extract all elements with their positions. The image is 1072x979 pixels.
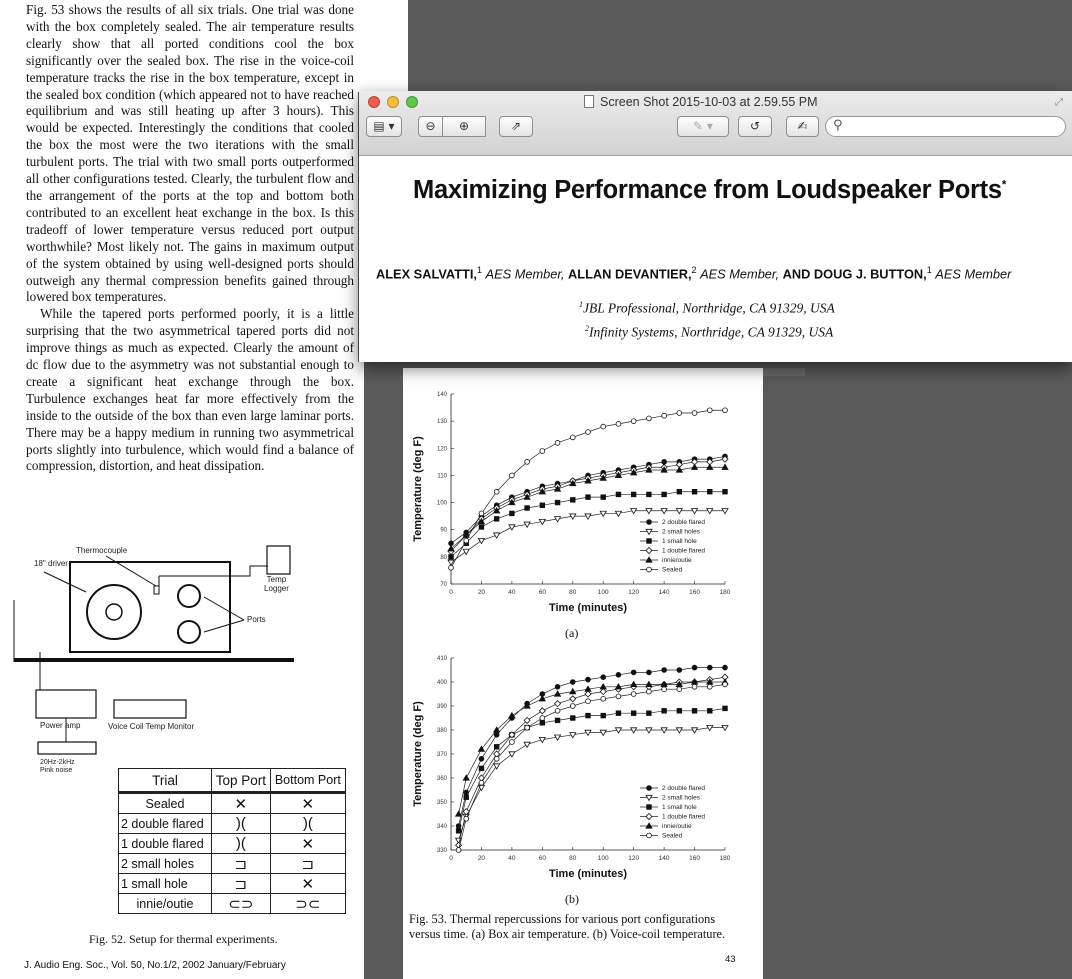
data-point xyxy=(449,565,454,570)
data-point xyxy=(647,711,652,716)
author-name: AND DOUG J. BUTTON, xyxy=(782,266,927,282)
data-point xyxy=(494,732,499,737)
data-point xyxy=(616,421,621,426)
share-icon: ⇗ xyxy=(510,119,522,133)
rotate-icon: ↺ xyxy=(749,119,761,133)
data-point xyxy=(692,709,697,714)
top-port-cell: ⊐ xyxy=(212,874,271,894)
close-button[interactable] xyxy=(368,96,380,108)
paper-title xyxy=(413,176,1006,205)
author-affiliation-mark: 2 xyxy=(691,265,697,275)
label-ports: Ports xyxy=(247,615,266,624)
data-point xyxy=(707,684,712,689)
data-point xyxy=(555,701,561,707)
trial-cell: 1 small hole xyxy=(119,874,212,894)
pink-noise-box xyxy=(38,742,96,754)
label-temp-logger: Temp Logger xyxy=(264,575,289,593)
y-tick-label: 110 xyxy=(437,473,447,480)
data-point xyxy=(692,464,698,469)
setup-diagram-drawing xyxy=(0,540,358,770)
markup-button[interactable] xyxy=(677,116,729,137)
data-point xyxy=(600,730,606,735)
data-point xyxy=(723,665,728,670)
data-point xyxy=(464,538,469,543)
author-role: AES Member, xyxy=(700,266,780,282)
y-tick-label: 400 xyxy=(436,680,447,686)
data-point xyxy=(570,696,576,702)
bottom-port-cell: ✕ xyxy=(270,834,345,854)
data-point xyxy=(723,706,728,711)
data-point xyxy=(456,829,461,834)
data-point xyxy=(494,764,500,769)
author-role: AES Member xyxy=(935,266,1012,282)
data-point xyxy=(616,672,621,677)
body-paragraph: Fig. 53 shows the results of all six trials. One trial was done with the box completely sealed. The air temperature results clearly show that all ported conditions cool the box significantly over the sealed box. The rise in the voice-coil temperature tracks the rise in the box temperature, except in the sealed box condition (which appeared not to have reached equilibrium and was still heating up after 3 hours). This would be expected. Interestingly the conditions that cooled the box the most were the two iterations with the small turbulent ports. The trial with two small ports outperformed all other configurations tested. Clearly, the turbulent flow and the arrangement of the ports at the top and bottom both contributed to an excellent heat exchange in the box. Is this tradeoff of lower temperature versus reduced port output worthwhile? Most likely not. The gains in maximum output of the system obtained by using well-designed ports should outweigh any thermal compression benefits gained through lowered box temperatures. xyxy=(26,2,354,305)
data-point xyxy=(662,492,667,497)
data-point xyxy=(570,498,575,503)
data-point xyxy=(555,684,560,689)
data-point xyxy=(555,440,560,445)
data-point xyxy=(616,694,621,699)
table-row xyxy=(119,894,346,914)
voice-coil-monitor-box xyxy=(114,700,186,718)
data-point xyxy=(647,786,652,791)
data-point xyxy=(585,514,591,519)
data-point xyxy=(723,408,728,413)
label-thermocouple: Thermocouple xyxy=(76,546,128,555)
left-document-page xyxy=(0,0,358,979)
data-point xyxy=(646,416,651,421)
data-point xyxy=(707,509,713,514)
data-point xyxy=(601,424,606,429)
x-axis-label: Time (minutes) xyxy=(548,868,628,880)
data-point xyxy=(707,464,713,469)
data-point xyxy=(692,684,697,689)
data-point xyxy=(464,816,469,821)
x-tick-label: 160 xyxy=(689,855,700,862)
affiliation-text: Infinity Systems, Northridge, CA 91329, USA xyxy=(589,324,834,340)
y-axis-label: Temperature (deg F) xyxy=(412,701,424,807)
page-number: 43 xyxy=(725,954,736,965)
data-point xyxy=(540,721,545,726)
data-point xyxy=(464,795,469,800)
data-point xyxy=(677,687,682,692)
trial-cell: 2 double flared xyxy=(119,814,212,834)
data-point xyxy=(677,709,682,714)
y-tick-label: 340 xyxy=(436,824,447,830)
window-titlebar xyxy=(359,91,1072,156)
data-point xyxy=(676,509,682,514)
author-name: ALEX SALVATTI, xyxy=(376,266,477,282)
trial-cell: 2 small holes xyxy=(119,854,212,874)
data-point xyxy=(540,449,545,454)
sidebar-button[interactable] xyxy=(366,116,402,137)
x-tick-label: 80 xyxy=(569,855,577,862)
data-point xyxy=(662,687,667,692)
table-row xyxy=(119,814,346,834)
data-point xyxy=(456,811,462,816)
y-tick-label: 380 xyxy=(436,728,447,734)
data-point xyxy=(631,681,637,686)
affiliation-mark: 2 xyxy=(585,324,589,333)
data-point xyxy=(616,711,621,716)
data-point xyxy=(646,795,652,800)
series-line xyxy=(459,708,725,830)
data-point xyxy=(707,665,712,670)
data-point xyxy=(585,691,591,697)
top-port-cell: ⊂⊃ xyxy=(212,894,271,914)
fig53-caption: Fig. 53. Thermal repercussions for various port configurations versus time. (a) Box air temperature. (b) Voice-coil temperature. xyxy=(409,912,726,941)
fig52-caption: Fig. 52. Setup for thermal experiments. xyxy=(89,932,278,946)
y-tick-label: 350 xyxy=(436,800,447,806)
body-paragraph: While the tapered ports performed poorly, it is a little surprising that the two asymmetrical tapered ports did not improve things as much as expected. Clearly the amount of dc flow due to the asymmetry was not substantial enough to create a significant heat exchange through the box. Turbulence exchanges heat far more effectively from the inside to the outside of the box than even large laminar ports. There may be a happy medium in running two asymmetrical ports slightly into turbulence, which would find a balance of compression, distortion, and heat dissipation. xyxy=(26,306,354,474)
label-pink-noise: 20Hz-2kHz Pink noise xyxy=(40,759,75,774)
data-point xyxy=(631,692,636,697)
x-tick-label: 60 xyxy=(538,855,546,862)
legend-entry: 2 double flared xyxy=(662,785,706,793)
author-role: AES Member, xyxy=(485,266,565,282)
affiliation-text: JBL Professional, Northridge, CA 91329, USA xyxy=(583,300,835,316)
data-point xyxy=(631,670,636,675)
share-button[interactable] xyxy=(499,116,533,137)
bottom-port-cell: ⊐ xyxy=(270,854,345,874)
data-point xyxy=(692,411,697,416)
y-tick-label: 390 xyxy=(436,704,447,710)
label-driver: 18" driver xyxy=(34,559,68,568)
title-footnote-mark: * xyxy=(1001,177,1007,192)
data-point xyxy=(479,525,484,530)
data-point xyxy=(601,696,606,701)
driver-inner xyxy=(106,604,122,620)
zoom-window-button[interactable] xyxy=(406,96,418,108)
data-point xyxy=(646,557,652,562)
x-tick-label: 140 xyxy=(658,855,670,862)
driver-outer xyxy=(87,585,141,639)
bottom-port-cell: ⊃⊂ xyxy=(270,894,345,914)
data-point xyxy=(722,464,728,469)
page-edge xyxy=(358,0,408,92)
data-point xyxy=(692,489,697,494)
x-tick-label: 40 xyxy=(508,855,516,862)
data-point xyxy=(722,725,728,730)
top-port-cell: ✕ xyxy=(212,793,271,814)
bottom-port xyxy=(178,621,200,643)
data-point xyxy=(600,689,606,695)
data-point xyxy=(525,725,530,730)
subfigure-label-a: (a) xyxy=(565,626,579,640)
top-port-cell: ⊐ xyxy=(212,854,271,874)
page-edge xyxy=(358,362,364,979)
y-tick-label: 80 xyxy=(440,554,447,561)
data-point xyxy=(494,517,499,522)
data-point xyxy=(662,668,667,673)
trial-cell: innie/outie xyxy=(119,894,212,914)
data-point xyxy=(456,848,461,853)
data-point xyxy=(570,704,575,709)
data-point xyxy=(540,503,545,508)
edit-icon: ✍ xyxy=(797,119,808,133)
legend-entry: 1 double flared xyxy=(662,813,706,821)
journal-footer: J. Audio Eng. Soc., Vol. 50, No.1/2, 2002 January/February xyxy=(24,960,286,971)
data-point xyxy=(722,509,728,514)
data-point xyxy=(646,814,652,820)
data-point xyxy=(647,833,652,838)
data-point xyxy=(662,709,667,714)
data-point xyxy=(647,492,652,497)
y-tick-label: 140 xyxy=(436,392,447,398)
bottom-port-cell: )( xyxy=(270,814,345,834)
data-point xyxy=(646,689,651,694)
data-point xyxy=(509,525,515,530)
data-point xyxy=(646,670,651,675)
document-icon xyxy=(584,95,594,108)
data-point xyxy=(707,408,712,413)
top-port-cell: )( xyxy=(212,814,271,834)
data-point xyxy=(494,745,499,750)
legend-entry: 1 small hole xyxy=(662,538,697,546)
data-point xyxy=(646,823,652,828)
y-axis-label: Temperature (deg F) xyxy=(412,436,424,542)
pen-icon: ✎ ▾ xyxy=(693,119,713,133)
data-point xyxy=(555,718,560,723)
x-tick-label: 60 xyxy=(538,589,546,596)
zoom-in-button[interactable] xyxy=(442,116,486,137)
data-point xyxy=(570,716,575,721)
y-tick-label: 100 xyxy=(436,500,447,507)
data-point xyxy=(463,775,469,780)
data-point xyxy=(601,675,606,680)
data-point xyxy=(479,766,484,771)
x-tick-label: 120 xyxy=(628,589,640,596)
author-line xyxy=(376,265,1011,281)
data-point xyxy=(646,548,652,554)
y-tick-label: 120 xyxy=(436,446,447,453)
zoom-out-button[interactable] xyxy=(418,116,443,137)
body-text xyxy=(26,2,354,475)
data-point xyxy=(646,728,652,733)
author-affiliation-mark: 1 xyxy=(926,265,932,275)
data-point xyxy=(540,716,545,721)
data-point xyxy=(539,708,545,714)
data-point xyxy=(586,699,591,704)
table-row xyxy=(119,834,346,854)
right-document-page xyxy=(403,368,763,979)
author-name: ALLAN DEVANTIER, xyxy=(568,266,692,282)
data-point xyxy=(662,413,667,418)
data-point xyxy=(525,459,530,464)
data-point xyxy=(463,549,469,554)
data-point xyxy=(692,665,697,670)
fullscreen-icon[interactable]: ⤢ xyxy=(1055,97,1063,108)
y-tick-label: 70 xyxy=(440,582,447,588)
x-tick-label: 180 xyxy=(719,855,731,862)
trial-cell: Sealed xyxy=(119,793,212,814)
trial-table xyxy=(118,768,346,914)
table-header: Bottom Port xyxy=(270,769,345,793)
data-point xyxy=(631,728,637,733)
data-point xyxy=(509,752,515,757)
label-power-amp: Power amp xyxy=(40,721,81,730)
data-point xyxy=(601,495,606,500)
data-point xyxy=(647,539,652,544)
label-voice-coil-monitor: Voice Coil Temp Monitor xyxy=(108,722,195,731)
data-point xyxy=(707,709,712,714)
x-tick-label: 160 xyxy=(689,589,700,596)
affiliation-mark: 1 xyxy=(579,300,583,309)
y-tick-label: 370 xyxy=(436,752,447,758)
data-point xyxy=(586,430,591,435)
zoom-out-icon: ⊖ xyxy=(425,119,436,133)
data-point xyxy=(677,489,682,494)
data-point xyxy=(600,684,606,689)
legend-entry: 1 small hole xyxy=(662,804,697,812)
y-tick-label: 360 xyxy=(436,776,447,782)
data-point xyxy=(692,728,698,733)
legend-entry: Sealed xyxy=(662,566,683,574)
data-point xyxy=(677,411,682,416)
data-point xyxy=(478,538,484,543)
legend-entry: Sealed xyxy=(662,832,683,840)
affiliation xyxy=(579,300,835,317)
data-point xyxy=(586,677,591,682)
x-tick-label: 40 xyxy=(508,589,516,596)
data-point xyxy=(509,713,515,718)
trial-cell: 1 double flared xyxy=(119,834,212,854)
data-point xyxy=(555,708,560,713)
data-point xyxy=(494,489,499,494)
data-point xyxy=(707,489,712,494)
data-point xyxy=(509,473,514,478)
data-point xyxy=(646,509,652,514)
y-tick-label: 130 xyxy=(436,419,447,426)
table-row xyxy=(119,854,346,874)
data-point xyxy=(570,680,575,685)
legend-entry: 2 small holes xyxy=(662,794,700,802)
legend-entry: 2 small holes xyxy=(662,528,700,536)
table-row xyxy=(119,874,346,894)
data-point xyxy=(479,780,484,785)
minimize-button[interactable] xyxy=(387,96,399,108)
page-shadow xyxy=(763,368,805,376)
data-point xyxy=(510,511,515,516)
top-port-cell: )( xyxy=(212,834,271,854)
y-tick-label: 90 xyxy=(440,527,447,534)
x-tick-label: 0 xyxy=(449,855,453,862)
data-point xyxy=(692,509,698,514)
y-tick-label: 330 xyxy=(436,848,447,854)
legend-entry: innie/outie xyxy=(662,557,692,565)
x-tick-label: 0 xyxy=(449,589,453,596)
zoom-in-icon: ⊕ xyxy=(458,119,470,133)
data-point xyxy=(647,520,652,525)
data-point xyxy=(525,506,530,511)
data-point xyxy=(509,740,514,745)
bottom-port-cell: ✕ xyxy=(270,874,345,894)
data-point xyxy=(723,682,728,687)
search-field[interactable] xyxy=(825,116,1066,137)
data-point xyxy=(494,756,499,761)
x-tick-label: 140 xyxy=(658,589,670,596)
y-tick-label: 410 xyxy=(436,656,447,662)
affiliation xyxy=(585,324,833,341)
data-point xyxy=(631,711,636,716)
data-point xyxy=(479,756,484,761)
data-point xyxy=(661,728,667,733)
x-tick-label: 20 xyxy=(477,855,486,862)
x-tick-label: 100 xyxy=(597,589,609,596)
fig52-setup-diagram xyxy=(0,540,358,790)
data-point xyxy=(601,713,606,718)
chart-voice-coil-temperature xyxy=(403,646,763,901)
x-tick-label: 100 xyxy=(597,855,609,862)
data-point xyxy=(677,668,682,673)
chart-box-air-temperature xyxy=(403,376,763,626)
table-row xyxy=(119,793,346,814)
author-affiliation-mark: 1 xyxy=(476,265,482,275)
data-point xyxy=(647,567,652,572)
edit-button[interactable] xyxy=(786,116,819,137)
data-point xyxy=(676,728,682,733)
x-tick-label: 20 xyxy=(477,589,486,596)
data-point xyxy=(661,509,667,514)
table-header: Trial xyxy=(119,769,212,793)
data-point xyxy=(647,805,652,810)
data-point xyxy=(631,492,636,497)
x-tick-label: 120 xyxy=(628,855,640,862)
search-icon: ⚲ xyxy=(833,118,843,133)
bottom-port-cell: ✕ xyxy=(270,793,345,814)
preview-window xyxy=(359,91,1072,362)
table-header: Top Port xyxy=(212,769,271,793)
data-point xyxy=(615,511,621,516)
top-port xyxy=(178,585,200,607)
x-axis-label: Time (minutes) xyxy=(548,602,628,614)
legend-entry: 2 double flared xyxy=(662,519,706,527)
data-point xyxy=(449,555,454,560)
window-title: Screen Shot 2015-10-03 at 2.59.55 PM xyxy=(600,95,818,109)
sidebar-icon: ▤ ▾ xyxy=(373,119,395,133)
data-point xyxy=(586,713,591,718)
legend-entry: 1 double flared xyxy=(662,547,706,555)
rotate-button[interactable] xyxy=(738,116,772,137)
power-amp-box xyxy=(36,690,96,718)
data-point xyxy=(616,492,621,497)
data-point xyxy=(586,495,591,500)
data-point xyxy=(524,742,530,747)
data-point xyxy=(646,681,652,686)
data-point xyxy=(555,500,560,505)
subfigure-label-b: (b) xyxy=(565,892,579,906)
data-point xyxy=(570,435,575,440)
temp-logger-box xyxy=(267,546,290,574)
data-point xyxy=(646,529,652,534)
data-point xyxy=(631,419,636,424)
legend-entry: innie/outie xyxy=(662,823,692,831)
x-tick-label: 180 xyxy=(719,589,731,596)
data-point xyxy=(662,459,667,464)
x-tick-label: 80 xyxy=(569,589,577,596)
paper-title-text: Maximizing Performance from Loudspeaker Ports xyxy=(413,176,1002,204)
data-point xyxy=(723,489,728,494)
data-point xyxy=(479,511,484,516)
